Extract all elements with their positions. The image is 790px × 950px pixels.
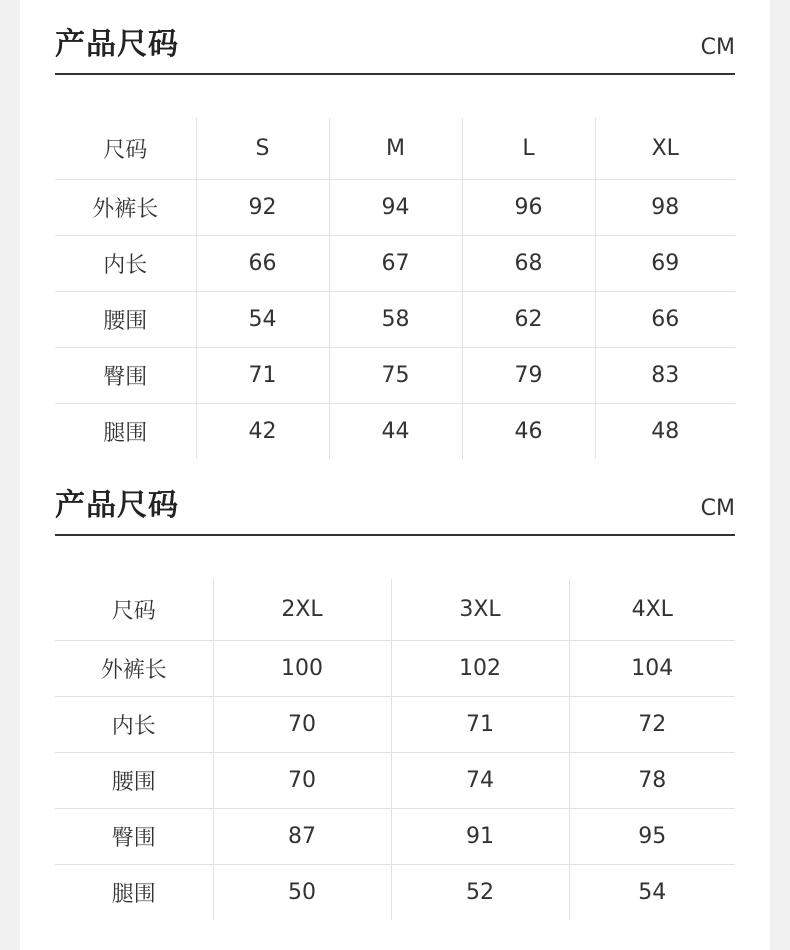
section-header [55,0,735,75]
row-label: 臀围 [55,809,213,865]
table-cell: 44 [329,404,462,460]
table-cell: 104 [569,641,735,697]
table-row [55,697,735,753]
table-cell: 62 [462,292,595,348]
table-cell: 75 [329,348,462,404]
table-cell: 54 [569,865,735,921]
table-cell: 69 [595,236,735,292]
table-cell: 66 [595,292,735,348]
row-label: 腿围 [55,404,196,460]
table-cell: 58 [329,292,462,348]
table-cell: 92 [196,180,329,236]
table-cell: 71 [391,697,569,753]
row-label: 腿围 [55,865,213,921]
table-row [55,348,735,404]
unit-label: CM [700,35,735,60]
size-table [55,118,735,459]
table-cell: 72 [569,697,735,753]
table-cell: 87 [213,809,391,865]
table-cell: 100 [213,641,391,697]
size-table [55,579,735,920]
section-title: 产品尺码 [55,488,179,523]
table-header-row [55,118,735,180]
header-cell: L [462,118,595,180]
row-label: 外裤长 [55,180,196,236]
table-cell: 95 [569,809,735,865]
table-cell: 79 [462,348,595,404]
unit-label: CM [700,496,735,521]
table-row [55,236,735,292]
header-cell: 尺码 [111,599,156,624]
size-section-2 [55,461,735,907]
header-cell: XL [595,118,735,180]
table-cell: 96 [462,180,595,236]
header-cell: 4XL [569,579,735,641]
table-cell: 68 [462,236,595,292]
row-label: 腰围 [55,292,196,348]
header-cell: 2XL [213,579,391,641]
table-cell: 48 [595,404,735,460]
header-cell: 3XL [391,579,569,641]
row-label: 内长 [55,236,196,292]
table-cell: 94 [329,180,462,236]
row-label: 臀围 [55,348,196,404]
table-cell: 42 [196,404,329,460]
table-cell: 70 [213,753,391,809]
table-row [55,292,735,348]
section-title: 产品尺码 [55,27,179,62]
table-header-row [55,579,735,641]
header-cell: S [196,118,329,180]
table-cell: 50 [213,865,391,921]
table-row [55,753,735,809]
header-cell: 尺码 [103,138,148,163]
table-cell: 71 [196,348,329,404]
table-cell: 78 [569,753,735,809]
table-row [55,180,735,236]
table-cell: 102 [391,641,569,697]
table-cell: 46 [462,404,595,460]
row-label: 外裤长 [55,641,213,697]
table-row [55,404,735,460]
section-header [55,461,735,536]
table-cell: 52 [391,865,569,921]
size-chart-sheet [20,0,770,950]
table-cell: 98 [595,180,735,236]
table-cell: 83 [595,348,735,404]
table-cell: 66 [196,236,329,292]
table-cell: 70 [213,697,391,753]
row-label: 腰围 [55,753,213,809]
size-section-1 [55,0,735,446]
table-row [55,809,735,865]
header-cell: M [329,118,462,180]
table-cell: 91 [391,809,569,865]
table-row [55,641,735,697]
table-row [55,865,735,921]
table-cell: 67 [329,236,462,292]
row-label: 内长 [55,697,213,753]
table-cell: 54 [196,292,329,348]
table-cell: 74 [391,753,569,809]
